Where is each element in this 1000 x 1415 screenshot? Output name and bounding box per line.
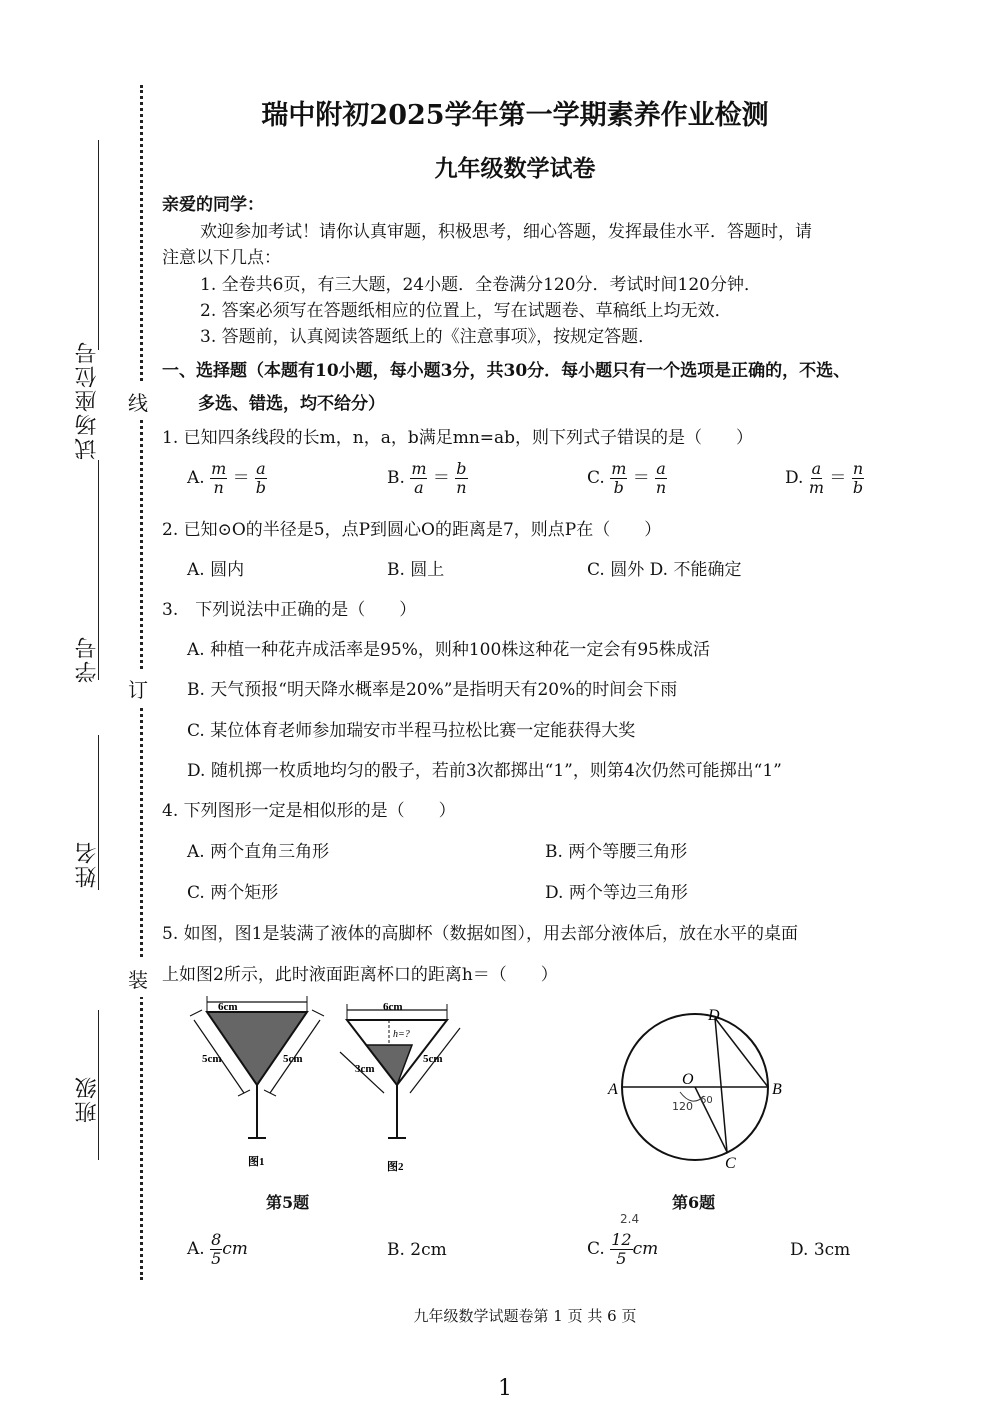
binding-mark-zhuang: 装 xyxy=(128,960,148,997)
q3-option-a: A. 种植一种花卉成活率是95%，则种100株这种花一定会有95株成活 xyxy=(187,640,710,660)
q1-option-a: A. $\frac{m}{n}$ ＝ $\frac{a}{b}$ xyxy=(187,459,266,497)
note-3: 3. 答题前，认真阅读答题纸上的《注意事项》，按规定答题． xyxy=(200,327,656,347)
q5-caption: 第5题 xyxy=(266,1193,310,1212)
q2-option-cd: C. 圆外 D. 不能确定 xyxy=(587,560,742,580)
q5-option-a: A. $\frac{8}{5}$ cm xyxy=(187,1230,248,1268)
q1-option-d: D. $\frac{a}{m}$ ＝ $\frac{n}{b}$ xyxy=(785,459,864,497)
q5-option-c: C. $\frac{12}{5}$ cm xyxy=(587,1230,659,1268)
q6-figure xyxy=(600,1000,790,1175)
q3-option-b: B. 天气预报“明天降水概率是20%”是指明天有20%的时间会下雨 xyxy=(187,680,678,700)
point-c-label: C xyxy=(725,1155,736,1172)
point-o-label: O xyxy=(682,1071,694,1088)
q4-option-b: B. 两个等腰三角形 xyxy=(545,842,688,862)
fig2-h-label: h=? xyxy=(393,1029,410,1040)
q5-handwritten-note: 2.4 xyxy=(620,1212,640,1226)
greeting: 亲爱的同学： xyxy=(162,195,264,215)
fig1-caption: 图1 xyxy=(248,1156,265,1168)
point-a-label: A xyxy=(608,1081,618,1098)
page-footer: 九年级数学试题卷第 1 页 共 6 页 xyxy=(413,1307,637,1325)
fig2-right-len: 5cm xyxy=(423,1053,443,1065)
q5-stem-1: 5. 如图，图1是装满了液体的高脚杯（数据如图），用去部分液体后，放在水平的桌面 xyxy=(162,924,798,944)
exam-subtitle: 九年级数学试卷 xyxy=(434,155,596,182)
q5-figure xyxy=(180,990,480,1180)
fig2-caption: 图2 xyxy=(387,1161,404,1173)
q3-option-c: C. 某位体育老师参加瑞安市半程马拉松比赛一定能获得大奖 xyxy=(187,721,636,741)
note-1: 1. 全卷共6页，有三大题，24小题．全卷满分120分．考试时间120分钟． xyxy=(200,275,761,295)
q5-option-b: B. 2cm xyxy=(387,1240,447,1260)
name-label: 姓名 xyxy=(75,840,100,888)
q6-caption: 第6题 xyxy=(672,1193,716,1212)
q1-option-c: C. $\frac{m}{b}$ ＝ $\frac{a}{n}$ xyxy=(587,459,667,497)
section1-heading-2: 多选、错选，均不给分） xyxy=(198,394,385,414)
class-label: 班级 xyxy=(75,1075,100,1123)
exam-title: 瑞中附初2025学年第一学期素养作业检测 xyxy=(261,100,769,131)
goblet-figure-1 xyxy=(190,996,324,1138)
q5-stem-2: 上如图2所示，此时液面距离杯口的距离h＝（ ） xyxy=(162,965,558,985)
q4-option-c: C. 两个矩形 xyxy=(187,883,279,903)
q2-stem: 2. 已知⊙O的半径是5，点P到圆心O的距离是7，则点P在（ ） xyxy=(162,520,662,540)
class-underline xyxy=(98,1010,99,1160)
q3-option-d: D. 随机掷一枚质地均匀的骰子，若前3次都掷出“1”，则第4次仍然可能掷出“1” xyxy=(187,761,782,781)
angle-60-note: 60 xyxy=(700,1095,713,1106)
binding-mark-order: 订 xyxy=(128,670,148,707)
student-no-label: 学号 xyxy=(75,635,100,683)
binding-mark-line: 线 xyxy=(128,383,148,420)
seat-label: 试场座位号 xyxy=(75,340,100,460)
note-2: 2. 答案必须写在答题纸相应的位置上，写在试题卷、草稿纸上均无效． xyxy=(200,301,732,321)
page-number: 1 xyxy=(498,1376,512,1401)
q2-option-b: B. 圆上 xyxy=(387,560,445,580)
q1-stem: 1. 已知四条线段的长m，n，a，b满足mn=ab，则下列式子错误的是（ ） xyxy=(162,428,754,448)
fig1-top-len: 6cm xyxy=(218,1001,238,1013)
welcome-line-2: 注意以下几点： xyxy=(162,248,281,268)
q4-stem: 4. 下列图形一定是相似形的是（ ） xyxy=(162,801,456,821)
fig2-top-len: 6cm xyxy=(383,1001,403,1013)
q3-stem: 3. 下列说法中正确的是（ ） xyxy=(162,600,417,620)
name-underline xyxy=(98,735,99,890)
q4-option-a: A. 两个直角三角形 xyxy=(187,842,330,862)
section1-heading-1: 一、选择题（本题有10小题，每小题3分，共30分．每小题只有一个选项是正确的，不选、 xyxy=(162,361,851,381)
q2-option-a: A. 圆内 xyxy=(187,560,245,580)
point-b-label: B xyxy=(772,1081,782,1098)
fig2-small-len: 3cm xyxy=(355,1063,375,1075)
q5-option-d: D. 3cm xyxy=(790,1240,851,1260)
student-no-underline xyxy=(98,460,99,680)
fig1-left-len: 5cm xyxy=(202,1053,222,1065)
q4-option-d: D. 两个等边三角形 xyxy=(545,883,688,903)
q1-option-b: B. $\frac{m}{a}$ ＝ $\frac{b}{n}$ xyxy=(387,459,467,497)
fig1-right-len: 5cm xyxy=(283,1053,303,1065)
point-d-label: D xyxy=(708,1007,720,1024)
angle-120-note: 120 xyxy=(672,1100,693,1113)
welcome-line-1: 欢迎参加考试！请你认真审题，积极思考，细心答题，发挥最佳水平．答题时，请 xyxy=(200,222,812,242)
